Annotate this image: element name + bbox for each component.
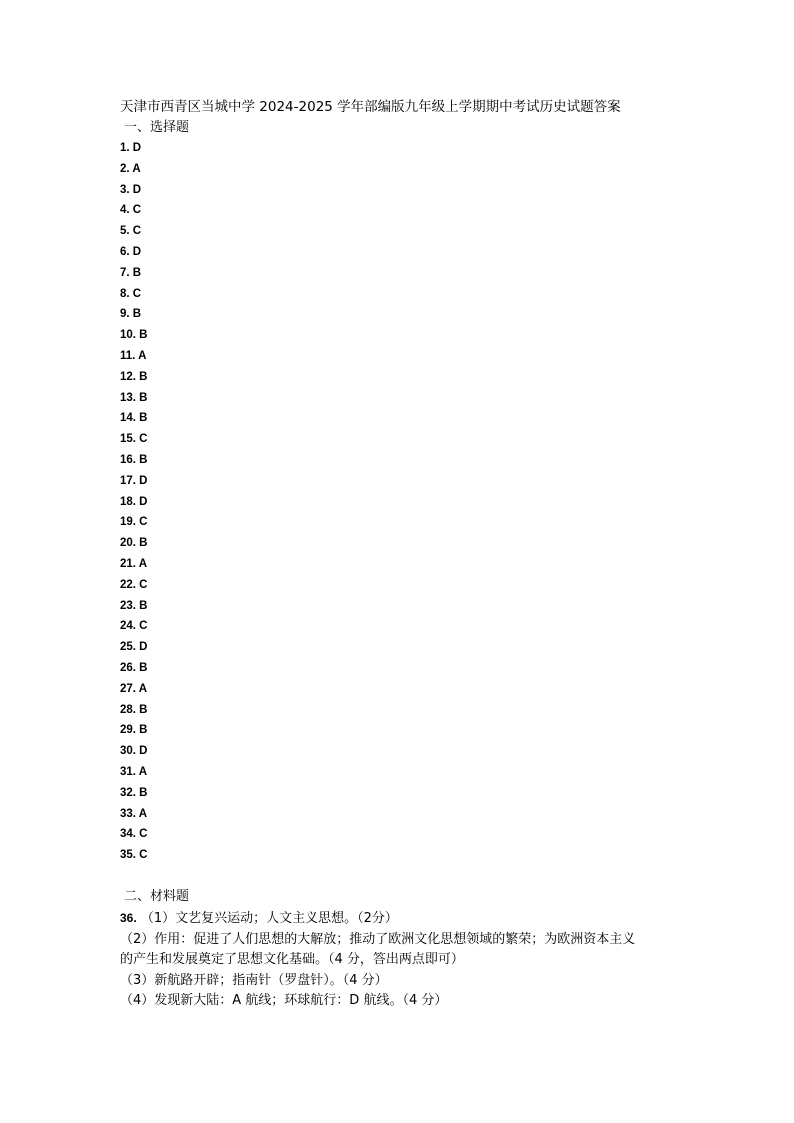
answer-item: 5. C — [120, 225, 142, 238]
answer-item: 6. D — [120, 245, 142, 258]
answer-part-3: （3）新航路开辟；指南针（罗盘针）。（4 分） — [120, 972, 388, 988]
answer-item: 21. A — [120, 557, 148, 570]
material-line-1 — [120, 908, 700, 930]
answer-item: 24. C — [120, 620, 148, 633]
answer-item: 26. B — [120, 661, 148, 674]
answer-item: 4. C — [120, 204, 142, 217]
section-heading-material: 二、材料题 — [124, 889, 190, 904]
answer-item: 28. B — [120, 703, 148, 716]
answer-item: 35. C — [120, 849, 148, 862]
answer-item: 9. B — [120, 308, 142, 321]
answer-item: 22. C — [120, 578, 148, 591]
answer-part-4: （4）发现新大陆：A 航线；环球航行：D 航线。（4 分） — [120, 993, 448, 1008]
answer-item: 11. A — [120, 349, 147, 362]
answer-item: 10. B — [120, 329, 148, 342]
answer-item: 17. D — [120, 474, 148, 487]
answer-item: 2. A — [120, 162, 141, 175]
answer-item: 16. B — [120, 453, 148, 466]
answer-item: 3. D — [120, 183, 142, 196]
answer-item: 25. D — [120, 641, 148, 654]
material-answers — [120, 908, 700, 1012]
answer-part-2-line-2: 的产生和发展奠定了思想文化基础。（4 分，答出两点即可） — [120, 952, 464, 967]
document-title: 天津市西青区当城中学 2024-2025 学年部编版九年级上学期期中考试历史试题答案 — [120, 99, 621, 115]
answer-list — [120, 138, 148, 866]
answer-item: 29. B — [120, 724, 148, 737]
answer-part-2-line-1: （2）作用：促进了人们思想的大解放；推动了欧洲文化思想领域的繁荣；为欧洲资本主义 — [120, 931, 636, 947]
answer-item: 32. B — [120, 786, 148, 799]
answer-part-1: （1）文艺复兴运动；人文主义思想。（2分） — [140, 911, 398, 926]
answer-item: 31. A — [120, 765, 148, 778]
answer-item: 18. D — [120, 495, 148, 508]
answer-item: 33. A — [120, 807, 148, 820]
answer-item: 7. B — [120, 266, 142, 279]
answer-item: 12. B — [120, 370, 148, 383]
answer-item: 8. C — [120, 287, 142, 300]
answer-item: 34. C — [120, 828, 148, 841]
answer-item: 1. D — [120, 142, 142, 154]
answer-item: 13. B — [120, 391, 148, 404]
answer-item: 20. B — [120, 537, 148, 550]
answer-item: 23. B — [120, 599, 148, 612]
answer-item: 15. C — [120, 433, 148, 446]
answer-item: 19. C — [120, 516, 148, 529]
answer-item: 30. D — [120, 745, 148, 758]
question-number: 36. — [120, 911, 137, 925]
section-heading-multiple-choice: 一、选择题 — [124, 120, 190, 135]
answer-item: 27. A — [120, 682, 148, 695]
answer-item: 14. B — [120, 412, 148, 425]
